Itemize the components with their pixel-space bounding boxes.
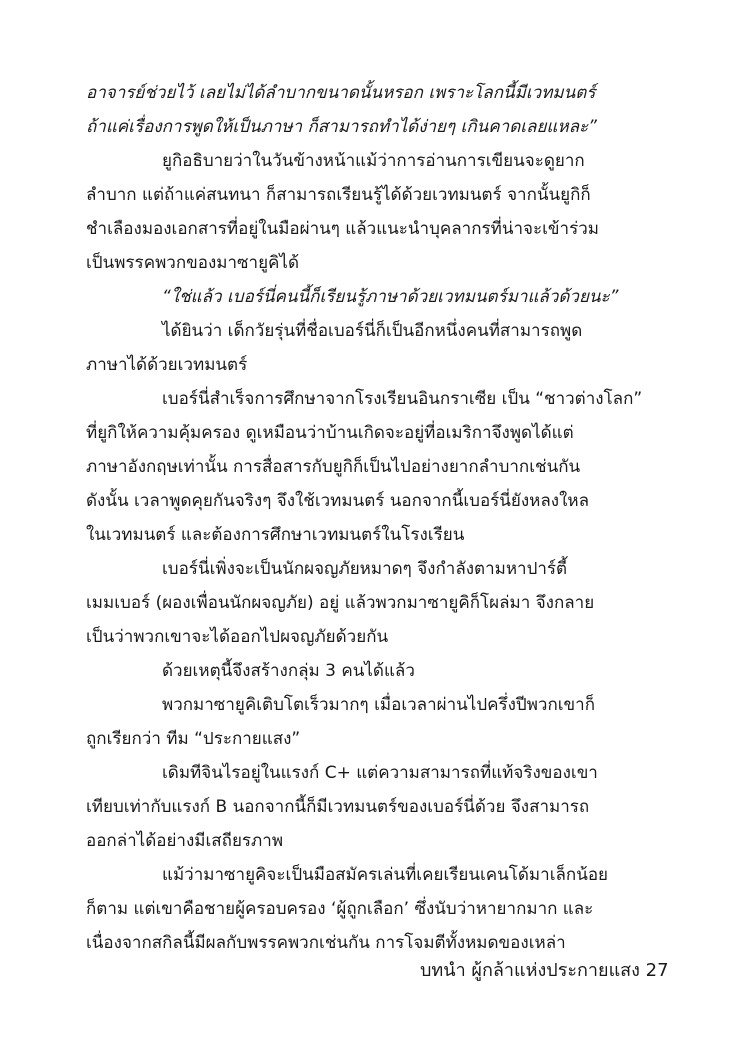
text-line: ยูกิอธิบายว่าในวันข้างหน้าแม้ว่าการอ่านการเขียนจะดูยาก (162, 151, 585, 171)
text-line: ก็ตาม แต่เขาคือชายผู้ครอบครอง ‘ผู้ถูกเลือก’ ซึ่งนับว่าหายากมาก และ (86, 899, 594, 919)
text-line: ในเวทมนตร์ และต้องการศึกษาเวทมนตร์ในโรงเรียน (86, 525, 465, 545)
text-line: ภาษาอังกฤษเท่านั้น การสื่อสารกับยูกิก็เป็นไปอย่างยากลำบากเช่นกัน (86, 457, 581, 477)
text-line: ที่ยูกิให้ความคุ้มครอง ดูเหมือนว่าบ้านเกิดจะอยู่ที่อเมริกาจึงพูดได้แต่ (86, 423, 574, 443)
text-line: เมมเบอร์ (ผองเพื่อนนักผจญภัย) อยู่ แล้วพวกมาซายูคิก็โผล่มา จึงกลาย (86, 593, 595, 613)
text-line: เป็นว่าพวกเขาจะได้ออกไปผจญภัยด้วยกัน (86, 627, 389, 647)
text-line: ชำเลืองมองเอกสารที่อยู่ในมือผ่านๆ แล้วแนะนำบุคลากรที่น่าจะเข้าร่วม (86, 219, 599, 239)
text-line: เดิมทีจินไรอยู่ในแรงก์ C+ แต่ความสามารถที่แท้จริงของเขา (162, 763, 598, 783)
text-line: ถ้าแค่เรื่องการพูดให้เป็นภาษา ก็สามารถทำได้ง่ายๆ เกินคาดเลยแหละ” (86, 117, 597, 137)
text-line: ได้ยินว่า เด็กวัยรุ่นที่ชื่อเบอร์นี่ก็เป็นอีกหนึ่งคนที่สามารถพูด (162, 321, 583, 341)
text-line: เป็นพรรคพวกของมาซายูคิได้ (86, 253, 299, 273)
text-line: พวกมาซายูคิเติบโตเร็วมากๆ เมื่อเวลาผ่านไปครึ่งปีพวกเขาก็ (162, 695, 596, 715)
page-footer: บทนำ ผู้กล้าแห่งประกายแสง 27 (420, 960, 669, 981)
text-line: ดังนั้น เวลาพูดคุยกันจริงๆ จึงใช้เวทมนตร์ นอกจากนี้เบอร์นี่ยังหลงใหล (86, 491, 590, 511)
text-line: “ใช่แล้ว เบอร์นี่คนนี้ก็เรียนรู้ภาษาด้วยเวทมนตร์มาแล้วด้วยนะ” (162, 287, 619, 307)
text-line: เบอร์นี่เพิ่งจะเป็นนักผจญภัยหมาดๆ จึงกำลังตามหาปาร์ตี้ (162, 559, 568, 579)
text-line: เทียบเท่ากับแรงก์ B นอกจากนี้ก็มีเวทมนตร์ของเบอร์นี่ด้วย จึงสามารถ (86, 797, 590, 817)
text-line: ถูกเรียกว่า ทีม “ประกายแสง” (86, 729, 301, 749)
text-line: อาจารย์ช่วยไว้ เลยไม่ได้ลำบากขนาดนั้นหรอก เพราะโลกนี้มีเวทมนตร์ (86, 83, 596, 103)
text-line: แม้ว่ามาซายูคิจะเป็นมือสมัครเล่นที่เคยเรียนเคนโด้มาเล็กน้อย (162, 865, 609, 885)
body-text (86, 76, 656, 960)
text-line: เบอร์นี่สำเร็จการศึกษาจากโรงเรียนอินกราเซีย เป็น “ชาวต่างโลก” (162, 389, 643, 409)
text-line: ภาษาได้ด้วยเวทมนตร์ (86, 355, 248, 375)
text-line: ลำบาก แต่ถ้าแค่สนทนา ก็สามารถเรียนรู้ได้ด้วยเวทมนตร์ จากนั้นยูกิก็ (86, 185, 591, 205)
text-line: ออกล่าได้อย่างมีเสถียรภาพ (86, 831, 284, 851)
text-line: เนื่องจากสกิลนี้มีผลกับพรรคพวกเช่นกัน การโจมตีทั้งหมดของเหล่า (86, 933, 566, 953)
text-line: ด้วยเหตุนี้จึงสร้างกลุ่ม 3 คนได้แล้ว (162, 661, 415, 681)
